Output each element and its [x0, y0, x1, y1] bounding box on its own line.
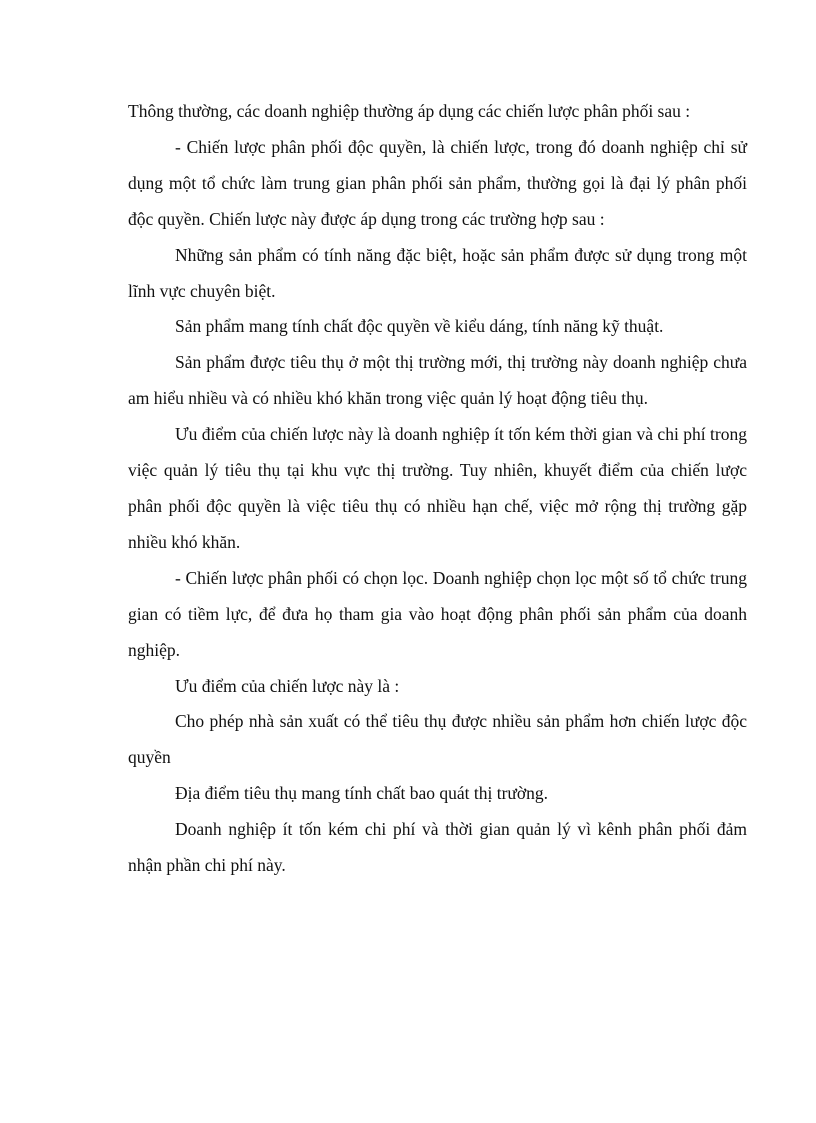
paragraph-new-market: Sản phẩm được tiêu thụ ở một thị trường mới, thị trường này doanh nghiệp chưa am hiểu nhiều và có nhiều khó khăn trong việc quản lý hoạt động tiêu thụ. [128, 352, 747, 409]
paragraph-special-products: Những sản phẩm có tính năng đặc biệt, hoặc sản phẩm được sử dụng trong một lĩnh vực chuyên biệt. [128, 244, 747, 301]
paragraph-exclusive-design: Sản phẩm mang tính chất độc quyền về kiểu dáng, tính năng kỹ thuật. [175, 316, 664, 337]
paragraph-selective-strategy: - Chiến lược phân phối có chọn lọc. Doanh nghiệp chọn lọc một số tổ chức trung gian có tiềm lực, để đưa họ tham gia vào hoạt động phân phối sản phẩm của doanh nghiệp. [128, 567, 747, 660]
paragraph-market-coverage: Địa điểm tiêu thụ mang tính chất bao quát thị trường. [175, 783, 549, 804]
paragraph-exclusive-pros-cons: Ưu điểm của chiến lược này là doanh nghiệp ít tốn kém thời gian và chi phí trong việc quản lý tiêu thụ tại khu vực thị trường. Tuy nhiên, khuyết điểm của chiến lược phân phối độc quyền là việc tiêu thụ có nhiều hạn chế, việc mở rộng thị trường gặp nhiều khó khăn. [128, 424, 747, 552]
paragraph-exclusive-strategy: - Chiến lược phân phối độc quyền, là chiến lược, trong đó doanh nghiệp chỉ sử dụng một tổ chức làm trung gian phân phối sản phẩm, thường gọi là đại lý phân phối độc quyền. Chiến lược này được áp dụng trong các trường hợp sau : [128, 136, 747, 229]
paragraph-lower-cost: Doanh nghiệp ít tốn kém chi phí và thời gian quản lý vì kênh phân phối đảm nhận phần chi phí này. [128, 819, 747, 876]
document-page [128, 94, 747, 884]
paragraph-more-products: Cho phép nhà sản xuất có thể tiêu thụ được nhiều sản phẩm hơn chiến lược độc quyền [128, 711, 747, 768]
paragraph-intro: Thông thường, các doanh nghiệp thường áp dụng các chiến lược phân phối sau : [128, 101, 691, 121]
paragraph-selective-advantages-heading: Ưu điểm của chiến lược này là : [175, 675, 400, 696]
